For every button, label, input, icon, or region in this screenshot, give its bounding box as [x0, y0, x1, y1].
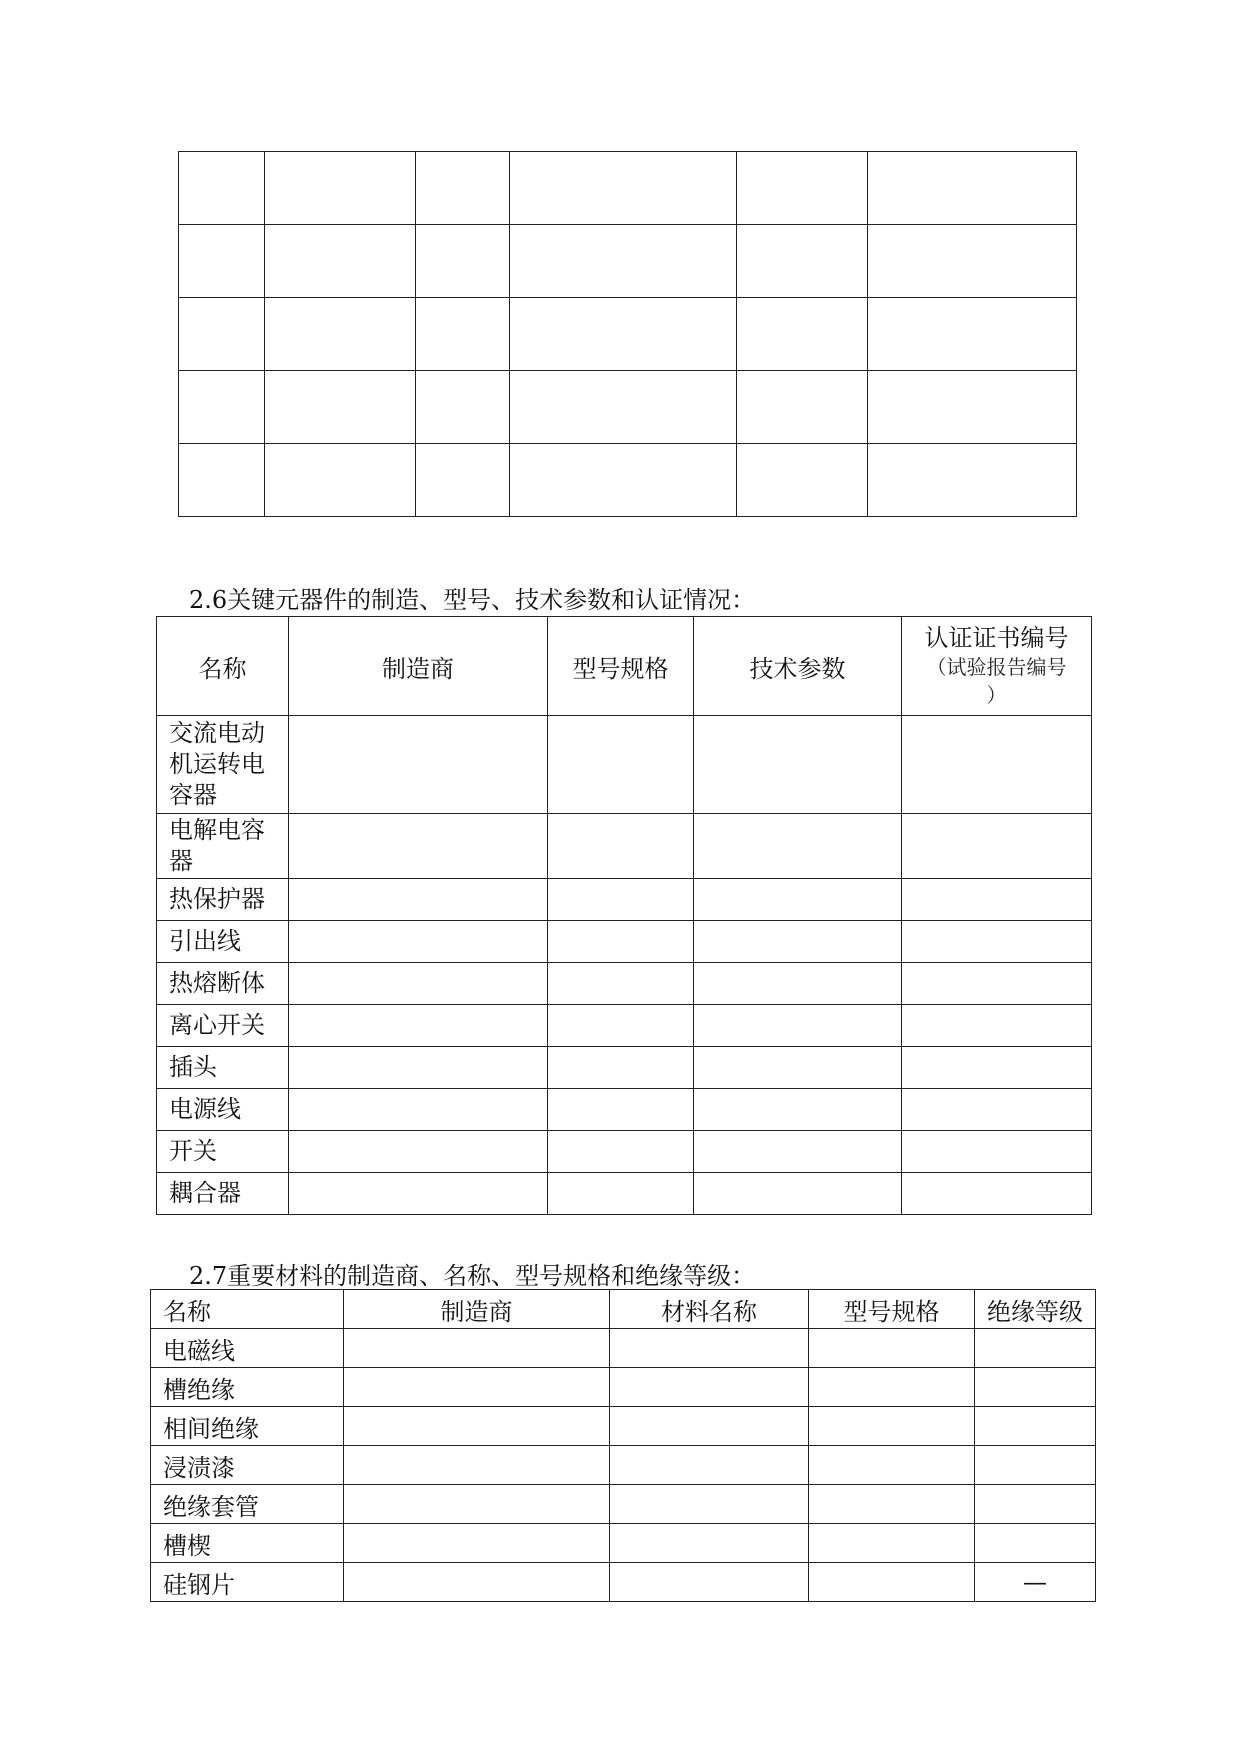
header-manufacturer: 制造商	[344, 1290, 610, 1329]
model-cell[interactable]	[548, 716, 694, 814]
cert-number-cell[interactable]	[902, 1131, 1092, 1173]
tech-params-cell[interactable]	[694, 1173, 902, 1215]
manufacturer-cell[interactable]	[289, 879, 548, 921]
table-row	[157, 1173, 1092, 1215]
key-components-table	[156, 616, 1092, 1215]
manufacturer-cell[interactable]	[344, 1446, 610, 1485]
tech-params-cell[interactable]	[694, 814, 902, 879]
table-row	[151, 1485, 1096, 1524]
tech-params-cell[interactable]	[694, 1089, 902, 1131]
model-cell[interactable]	[548, 921, 694, 963]
material-name-cell[interactable]	[610, 1407, 809, 1446]
header-material-name: 材料名称	[610, 1290, 809, 1329]
test-report-close-paren: ）	[986, 683, 1007, 707]
manufacturer-cell[interactable]	[289, 1131, 548, 1173]
material-name-cell[interactable]	[610, 1563, 809, 1602]
model-cell[interactable]	[809, 1485, 975, 1524]
table-row	[157, 1131, 1092, 1173]
manufacturer-cell[interactable]	[289, 1005, 548, 1047]
manufacturer-cell[interactable]	[344, 1485, 610, 1524]
manufacturer-cell[interactable]	[289, 1047, 548, 1089]
tech-params-cell[interactable]	[694, 921, 902, 963]
model-cell[interactable]	[548, 1131, 694, 1173]
important-materials-table	[150, 1289, 1096, 1602]
tech-params-cell[interactable]	[694, 1131, 902, 1173]
model-cell[interactable]	[548, 963, 694, 1005]
tech-params-cell[interactable]	[694, 1005, 902, 1047]
material-row-name: 槽绝缘	[151, 1368, 344, 1407]
component-name: 开关	[157, 1131, 289, 1173]
manufacturer-cell[interactable]	[289, 963, 548, 1005]
cert-number-label: 认证证书编号	[924, 624, 1069, 652]
table-header-row	[151, 1290, 1096, 1329]
table-row	[179, 225, 1077, 298]
table-row	[157, 814, 1092, 879]
table-row	[179, 444, 1077, 517]
header-tech-params: 技术参数	[694, 617, 902, 716]
section-2-6-heading: 2.6关键元器件的制造、型号、技术参数和认证情况：	[189, 586, 756, 614]
model-cell[interactable]	[809, 1368, 975, 1407]
manufacturer-cell[interactable]	[344, 1329, 610, 1368]
cert-number-cell[interactable]	[902, 814, 1092, 879]
material-row-name: 槽楔	[151, 1524, 344, 1563]
cert-number-cell[interactable]	[902, 1173, 1092, 1215]
component-name: 电源线	[157, 1089, 289, 1131]
model-cell[interactable]	[809, 1563, 975, 1602]
cert-number-cell[interactable]	[902, 716, 1092, 814]
manufacturer-cell[interactable]	[344, 1407, 610, 1446]
component-name: 热熔断体	[157, 963, 289, 1005]
blank-grid-table	[178, 151, 1077, 517]
tech-params-cell[interactable]	[694, 963, 902, 1005]
material-name-cell[interactable]	[610, 1329, 809, 1368]
header-model: 型号规格	[548, 617, 694, 716]
insulation-class-cell[interactable]: —	[975, 1563, 1096, 1602]
table-row	[151, 1329, 1096, 1368]
material-row-name: 硅钢片	[151, 1563, 344, 1602]
component-name: 耦合器	[157, 1173, 289, 1215]
component-name: 离心开关	[157, 1005, 289, 1047]
cert-number-cell[interactable]	[902, 1089, 1092, 1131]
insulation-class-cell[interactable]	[975, 1446, 1096, 1485]
cert-number-cell[interactable]	[902, 1005, 1092, 1047]
table-row	[157, 963, 1092, 1005]
model-cell[interactable]	[548, 879, 694, 921]
test-report-number-label: （试验报告编号	[926, 655, 1067, 679]
manufacturer-cell[interactable]	[344, 1524, 610, 1563]
cert-number-cell[interactable]	[902, 1047, 1092, 1089]
table-row	[151, 1368, 1096, 1407]
model-cell[interactable]	[809, 1524, 975, 1563]
component-name: 热保护器	[157, 879, 289, 921]
insulation-class-cell[interactable]	[975, 1524, 1096, 1563]
section-2-7-heading: 2.7重要材料的制造商、名称、型号规格和绝缘等级：	[189, 1262, 756, 1290]
table-header-row	[157, 617, 1092, 716]
table-row	[157, 921, 1092, 963]
model-cell[interactable]	[548, 1089, 694, 1131]
table-row	[157, 1047, 1092, 1089]
model-cell[interactable]	[809, 1446, 975, 1485]
manufacturer-cell[interactable]	[344, 1368, 610, 1407]
model-cell[interactable]	[548, 1173, 694, 1215]
material-name-cell[interactable]	[610, 1485, 809, 1524]
table-row	[157, 1089, 1092, 1131]
model-cell[interactable]	[809, 1407, 975, 1446]
header-insulation-class: 绝缘等级	[975, 1290, 1096, 1329]
header-manufacturer: 制造商	[289, 617, 548, 716]
manufacturer-cell[interactable]	[289, 1173, 548, 1215]
manufacturer-cell[interactable]	[289, 921, 548, 963]
header-name: 名称	[151, 1290, 344, 1329]
table-row	[179, 371, 1077, 444]
component-name: 电解电容器	[157, 814, 289, 879]
material-name-cell[interactable]	[610, 1446, 809, 1485]
header-model: 型号规格	[809, 1290, 975, 1329]
material-row-name: 电磁线	[151, 1329, 344, 1368]
material-row-name: 浸渍漆	[151, 1446, 344, 1485]
tech-params-cell[interactable]	[694, 1047, 902, 1089]
table-row	[157, 716, 1092, 814]
manufacturer-cell[interactable]	[289, 1089, 548, 1131]
manufacturer-cell[interactable]	[289, 814, 548, 879]
insulation-class-cell[interactable]	[975, 1368, 1096, 1407]
manufacturer-cell[interactable]	[289, 716, 548, 814]
table-row	[151, 1446, 1096, 1485]
material-name-cell[interactable]	[610, 1368, 809, 1407]
tech-params-cell[interactable]	[694, 716, 902, 814]
table-row	[157, 1005, 1092, 1047]
insulation-class-cell[interactable]	[975, 1485, 1096, 1524]
tech-params-cell[interactable]	[694, 879, 902, 921]
table-row	[151, 1563, 1096, 1602]
table-row	[157, 879, 1092, 921]
material-name-cell[interactable]	[610, 1524, 809, 1563]
model-cell[interactable]	[548, 1047, 694, 1089]
component-name: 交流电动机运转电容器	[157, 716, 289, 814]
model-cell[interactable]	[809, 1329, 975, 1368]
material-row-name: 相间绝缘	[151, 1407, 344, 1446]
table-row	[151, 1524, 1096, 1563]
header-cert-number	[902, 617, 1092, 716]
insulation-class-cell[interactable]	[975, 1329, 1096, 1368]
manufacturer-cell[interactable]	[344, 1563, 610, 1602]
table-row	[179, 298, 1077, 371]
material-row-name: 绝缘套管	[151, 1485, 344, 1524]
table-row	[179, 152, 1077, 225]
cert-number-cell[interactable]	[902, 963, 1092, 1005]
header-name: 名称	[157, 617, 289, 716]
component-name: 插头	[157, 1047, 289, 1089]
model-cell[interactable]	[548, 1005, 694, 1047]
cert-number-cell[interactable]	[902, 879, 1092, 921]
component-name: 引出线	[157, 921, 289, 963]
table-row	[151, 1407, 1096, 1446]
cert-number-cell[interactable]	[902, 921, 1092, 963]
insulation-class-cell[interactable]	[975, 1407, 1096, 1446]
model-cell[interactable]	[548, 814, 694, 879]
